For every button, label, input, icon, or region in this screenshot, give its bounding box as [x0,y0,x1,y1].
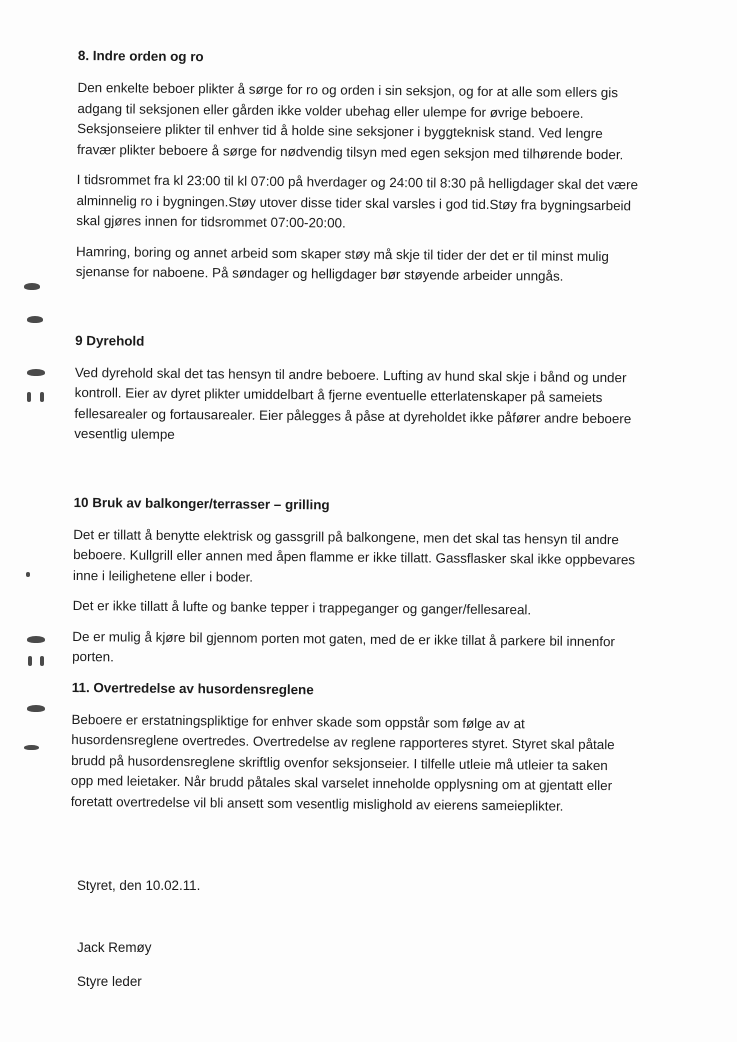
section-10-paragraph-1: Det er tillatt å benytte elektrisk og gassgrill på balkongene, men det skal tas hensyn til andre beboere. Kullgrill eller annen med åpen flamme er ikke tillatt. Gassflasker skal ikke oppbevares inne i leilighetene eller i boder. [72,526,636,585]
punch-hole-mark [24,745,39,750]
section-10-paragraph-3: De er mulig å kjøre bil gjennom porten mot gaten, med de er ikke tillat å parkere bil innenfor porten. [72,628,615,665]
punch-hole-mark [40,392,44,402]
punch-hole-mark [27,705,45,712]
punch-hole-mark [26,572,30,577]
signature-role: Styre leder [77,974,142,989]
section-9-heading: 9 Dyrehold [75,332,145,349]
section-11-heading: 11. Overtredelse av husordensreglene [71,679,314,697]
punch-hole-marks [0,0,60,1042]
signature-place-date: Styret, den 10.02.11. [77,878,201,893]
section-11-paragraph-1: Beboere er erstatningspliktige for enhver skade som oppstår som følge av at husordensreglene overtredes. Overtredelse av reglene rapporteres styret. Styret skal påtale brudd på husordensreglene skriftlig ovenfor seksjonseier. I tilfelle utleie må utleier ta saken opp med leietaker. Når brudd påtales skal varselet inneholde opplysning om at gjentatt eller foretatt overtredelse vil bli ansett som vesentlig mislighold av eierens sameieplikter. [70,711,615,814]
punch-hole-mark [28,656,32,666]
section-8-paragraph-3: Hamring, boring og annet arbeid som skaper støy må skje til tider der det er til minst mulig sjenanse for naboene. På søndager og helligdager bør støyende arbeider unngås. [75,243,609,284]
punch-hole-mark [27,392,31,402]
section-8-heading: 8. Indre orden og ro [77,47,204,65]
section-10-paragraph-2: Det er ikke tillatt å lufte og banke tepper i trappeganger og ganger/fellesareal. [72,597,532,618]
section-9-paragraph-1: Ved dyrehold skal det tas hensyn til andre beboere. Lufting av hund skal skje i bånd og under kontroll. Eier av dyret plikter umiddelbart å fjerne eventuelle etterlatenskaper på sameiets fellesarealer og fortausarealer. Eier pålegges å påse at dyreholdet ikke påfører andre beboere vesentlig ulempe [74,364,632,442]
section-8-paragraph-1: Den enkelte beboer plikter å sørge for ro og orden i sin seksjon, og for at alle som ellers gis adgang til seksjonen eller gården ikke volder ubehag eller ulempe for øvrige beboere. Seksjonseiere plikter til enhver tid å holde sine seksjoner i byggteknisk stand. Ved lengre fravær plikter beboere å sørge for nødvendig tilsyn med egen seksjon med tilhørende boder. [76,79,624,162]
punch-hole-mark [27,316,43,323]
section-10-heading: 10 Bruk av balkonger/terrasser – grilling [73,494,330,512]
section-8-paragraph-2: I tidsrommet fra kl 23:00 til kl 07:00 på hverdager og 24:00 til 8:30 på helligdager skal det være alminnelig ro i bygningen.Støy utover disse tider skal varsles i god tid.Støy fra bygningsarbeid skal gjøres innen for tidsrommet 07:00-20:00. [76,171,639,231]
punch-hole-mark [27,636,45,643]
punch-hole-mark [27,369,45,376]
regulations-text [71,46,640,817]
punch-hole-mark [40,656,44,666]
signature-block [77,876,200,992]
punch-hole-mark [24,283,40,290]
signature-name: Jack Remøy [77,940,152,955]
